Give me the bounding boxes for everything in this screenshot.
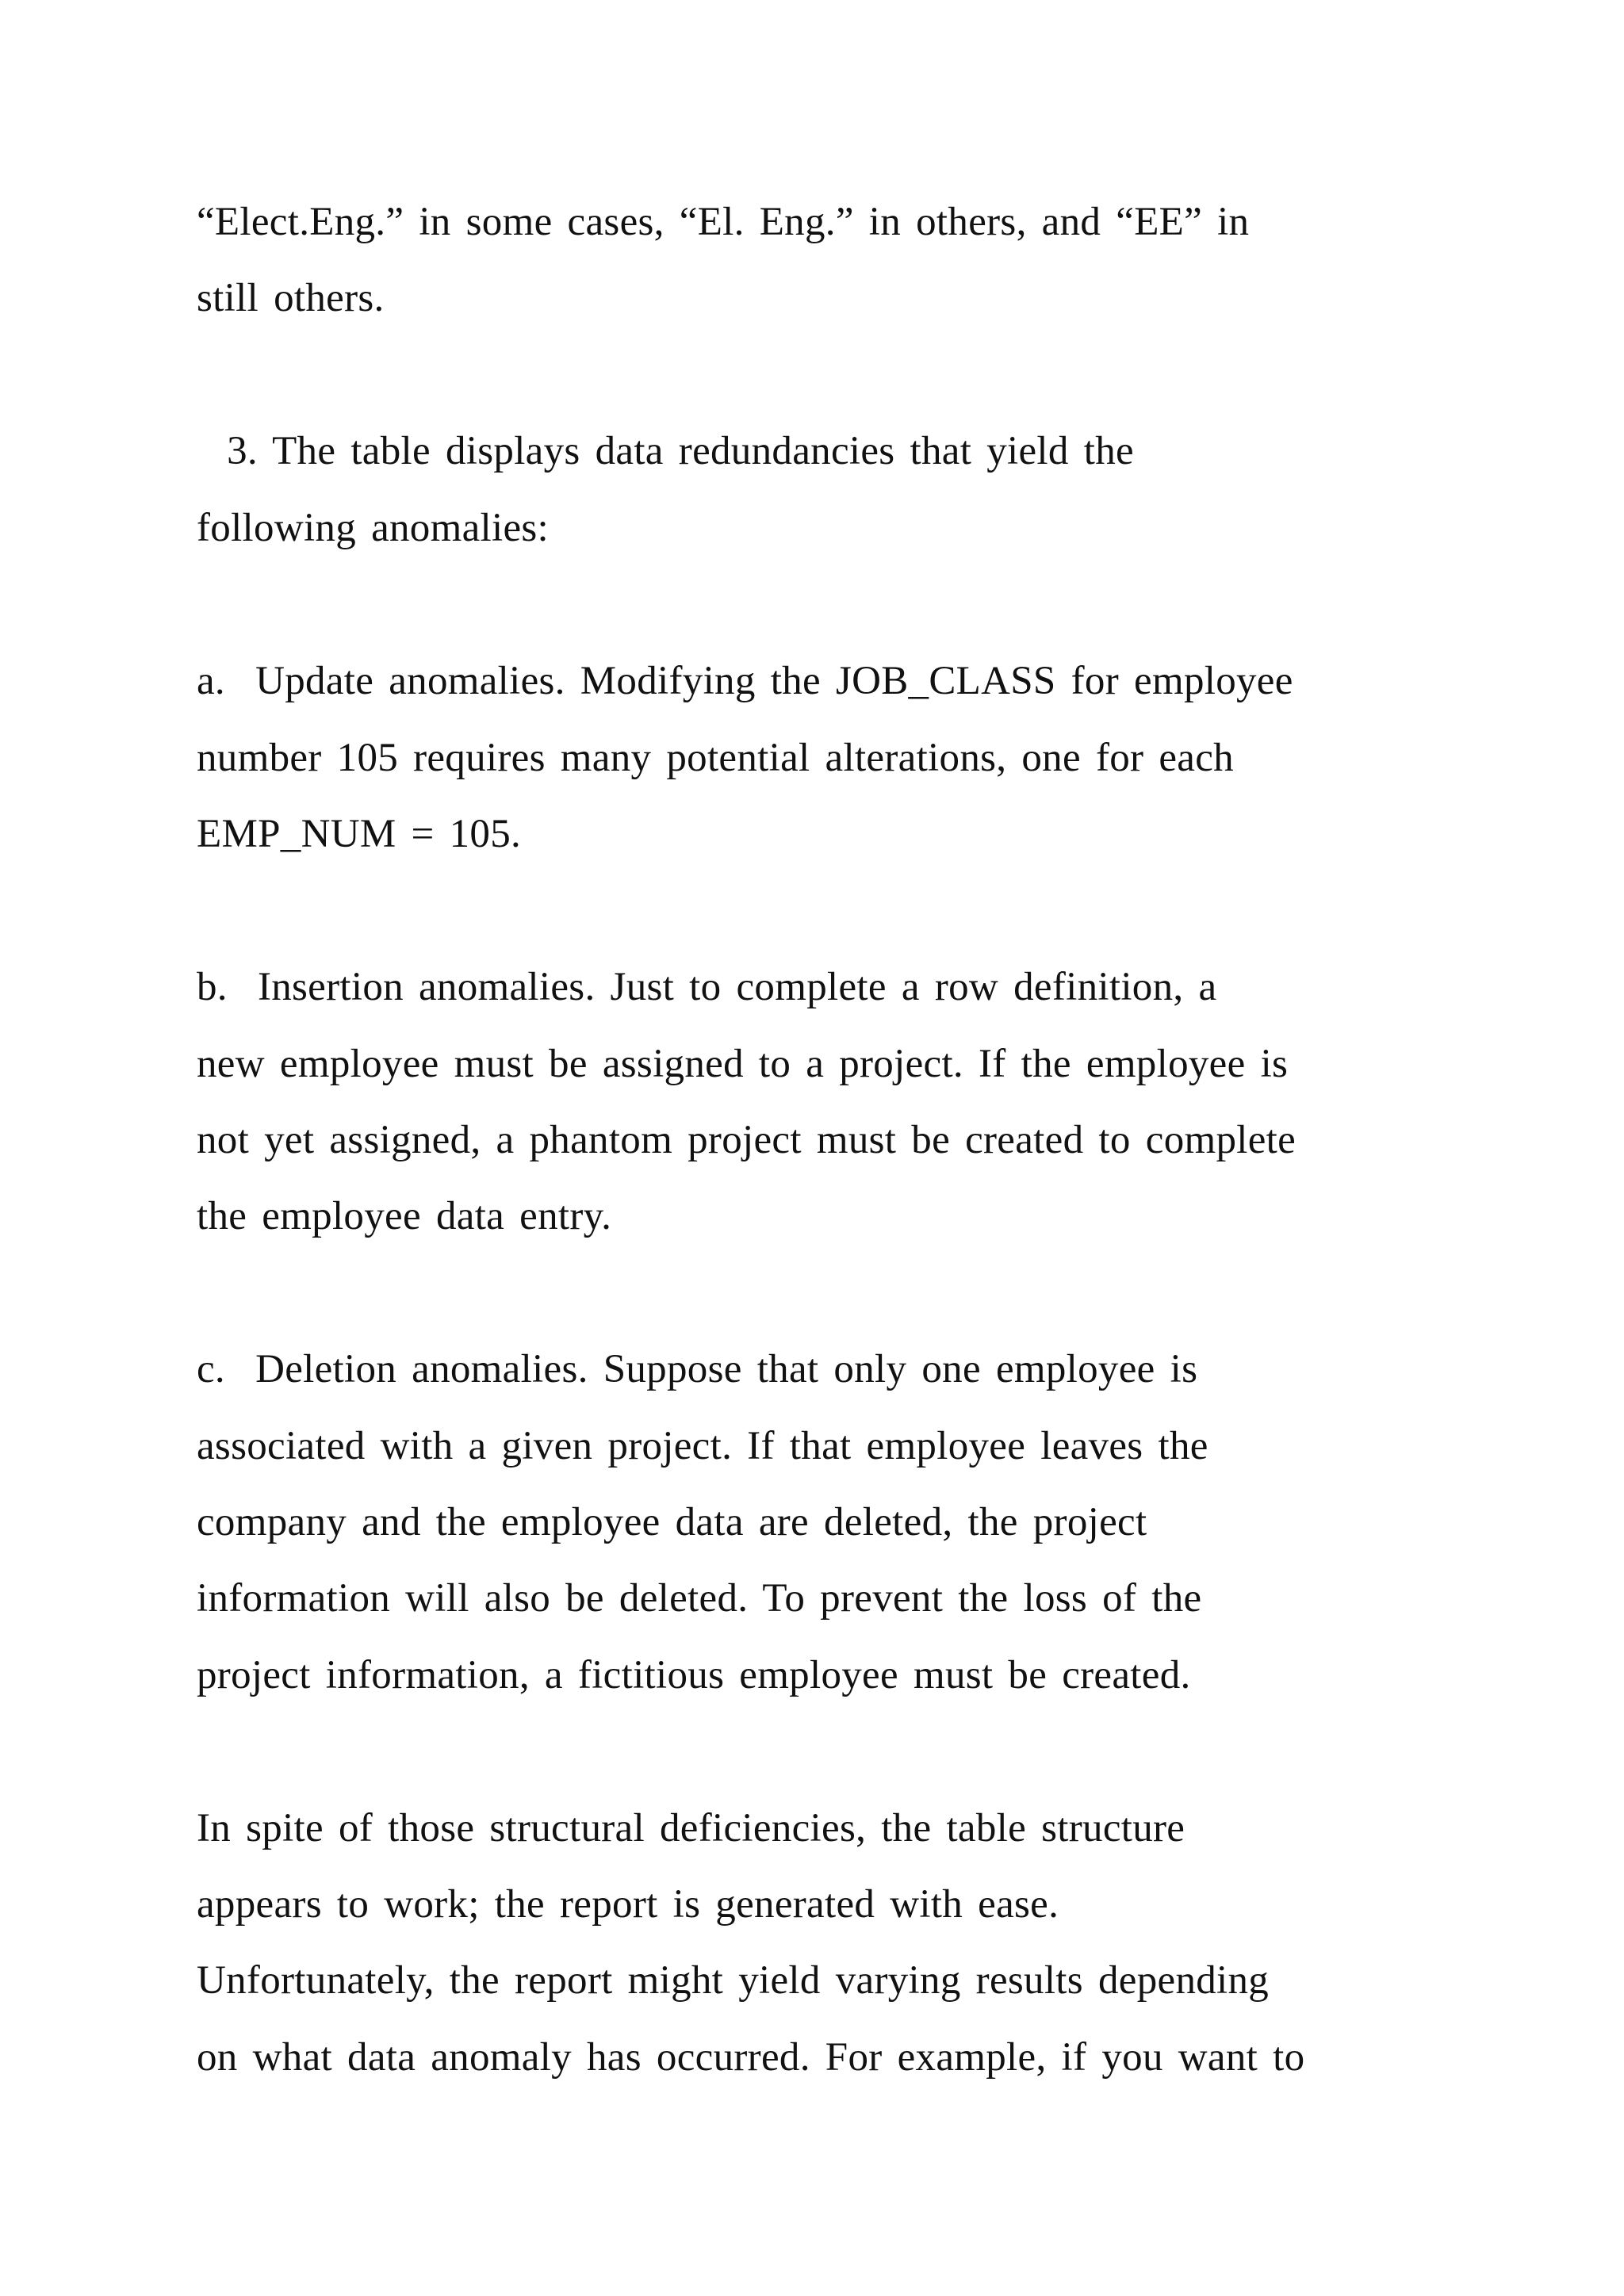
- text-line: a. Update anomalies. Modifying the JOB_CLASS for employee: [197, 659, 1293, 703]
- text-line: “Elect.Eng.” in some cases, “El. Eng.” in others, and “EE” in: [197, 200, 1250, 244]
- text-line: on what data anomaly has occurred. For example, if you want to: [197, 2035, 1305, 2080]
- text-line: 3. The table displays data redundancies that yield the: [197, 429, 1134, 473]
- text-line: EMP_NUM = 105.: [197, 812, 522, 856]
- text-line: not yet assigned, a phantom project must be created to complete: [197, 1118, 1297, 1162]
- text-line: project information, a fictitious employee must be created.: [197, 1653, 1191, 1697]
- text-line: c. Deletion anomalies. Suppose that only one employee is: [197, 1347, 1198, 1391]
- text-line: following anomalies:: [197, 506, 550, 550]
- text-line: number 105 requires many potential alterations, one for each: [197, 736, 1234, 780]
- text-line: appears to work; the report is generated with ease.: [197, 1882, 1059, 1927]
- text-line: associated with a given project. If that employee leaves the: [197, 1424, 1208, 1468]
- text-line: Unfortunately, the report might yield varying results depending: [197, 1958, 1270, 2003]
- text-line: the employee data entry.: [197, 1194, 612, 1238]
- text-line: information will also be deleted. To prevent the loss of the: [197, 1576, 1202, 1621]
- text-line: b. Insertion anomalies. Just to complete a row definition, a: [197, 965, 1217, 1009]
- text-line: still others.: [197, 276, 385, 320]
- text-line: In spite of those structural deficiencies, the table structure: [197, 1806, 1185, 1850]
- text-line: new employee must be assigned to a project. If the employee is: [197, 1042, 1289, 1086]
- text-line: company and the employee data are deleted, the project: [197, 1500, 1147, 1544]
